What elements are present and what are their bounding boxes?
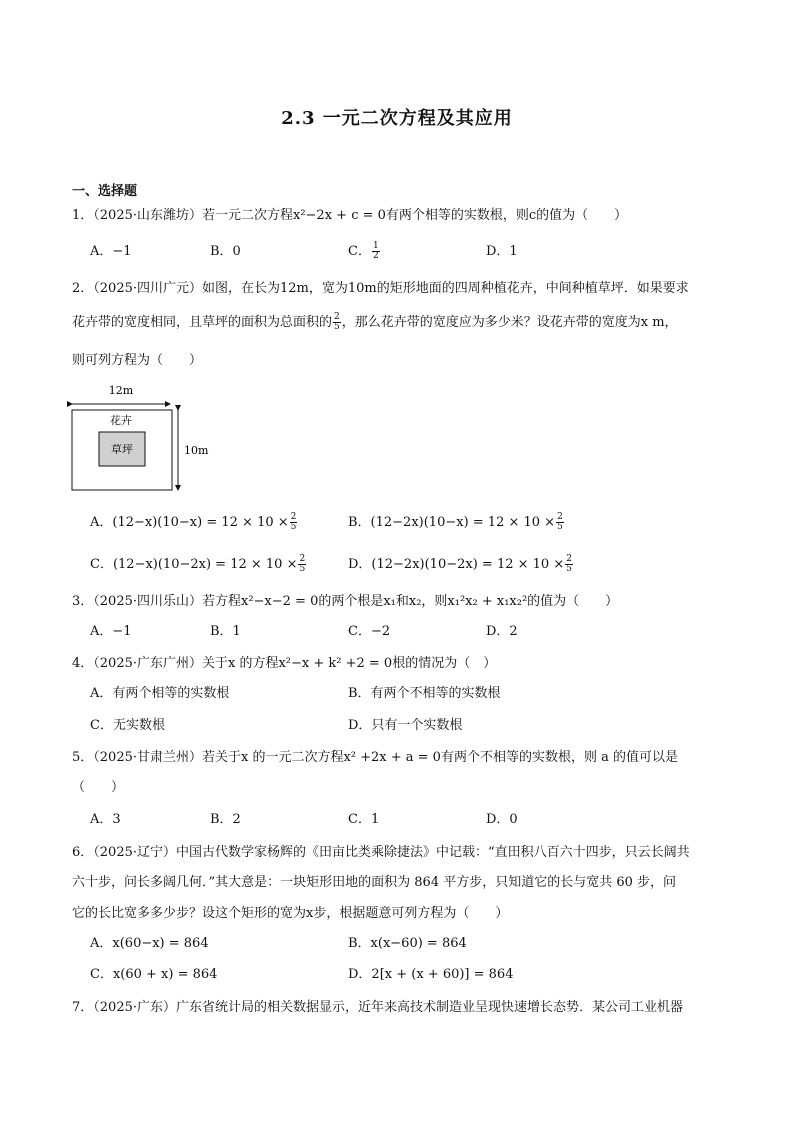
question-7-line-1: 7．（2025·广东）广东省统计局的相关数据显示，近年来高技术制造业呈现快速增长态势．某公司工业机器 xyxy=(72,1000,683,1015)
q1-option-c-label: C． xyxy=(348,244,371,259)
q2-option-a-text: A．(12−x)(10−x) = 12 × 10 × xyxy=(90,515,289,530)
fraction-two-fifths xyxy=(290,513,298,532)
q1-prefix: 1．（2025·山东潍坊）若一元二次方程 xyxy=(72,208,293,223)
question-1 xyxy=(72,206,627,226)
fraction-denominator: 5 xyxy=(566,564,572,574)
q1-equation: x²−2x + c = 0 xyxy=(293,208,386,223)
question-2-line-3: 则可列方程为（ ） xyxy=(72,353,203,368)
q2-option-c-text: C．(12−x)(10−2x) = 12 × 10 × xyxy=(90,557,298,572)
q3-option-d: D．2 xyxy=(486,624,518,639)
q3-option-b: B．1 xyxy=(210,624,241,639)
q6-option-d: D．2[x + (x + 60)] = 864 xyxy=(348,967,514,982)
q2-line-2-suffix: ，那么花卉带的宽度应为多少米？设花卉带的宽度为x m， xyxy=(341,315,678,330)
section-heading: 一、选择题 xyxy=(72,184,138,199)
question-4: 4．（2025·广东广州）关于x 的方程x²−x + k² +2 = 0根的情况为（ ） xyxy=(72,656,497,671)
fraction-one-half xyxy=(372,242,380,261)
question-6-line-2: 六十步，问长多阔几何．”其大意是：一块矩形田地的面积为 864 平方步，只知道它的长与宽共 60 步，问 xyxy=(72,875,677,890)
fraction-denominator: 2 xyxy=(372,251,379,261)
fraction-two-fifths xyxy=(333,313,341,332)
fraction-two-fifths xyxy=(556,513,564,532)
fraction-numerator: 2 xyxy=(557,512,563,522)
q6-option-b: B．x(x−60) = 864 xyxy=(348,936,467,951)
q5-option-b: B．2 xyxy=(210,812,241,827)
q1-option-a: A．−1 xyxy=(90,244,132,259)
q2-option-c xyxy=(90,555,307,575)
width-label: 12m xyxy=(108,384,134,397)
q1-option-c xyxy=(348,242,381,262)
q5-option-d: D．0 xyxy=(486,812,518,827)
figure-svg xyxy=(66,380,246,500)
q6-option-a: A．x(60−x) = 864 xyxy=(90,936,209,951)
fraction-numerator: 2 xyxy=(299,554,306,564)
fraction-numerator: 2 xyxy=(290,512,297,522)
q1-option-d: D．1 xyxy=(486,244,518,259)
question-6-line-1: 6．（2025·辽宁）中国古代数学家杨辉的《田亩比类乘除捷法》中记载：“直田积八百六十四步，只云长阔共 xyxy=(72,845,690,860)
height-label: 10m xyxy=(184,444,209,457)
q2-option-b xyxy=(348,513,565,533)
fraction-denominator: 5 xyxy=(557,522,563,532)
q4-option-c: C．无实数根 xyxy=(90,718,165,733)
outer-label: 花卉 xyxy=(110,414,132,427)
fraction-denominator: 5 xyxy=(290,522,297,532)
page-title: 2.3 一元二次方程及其应用 xyxy=(281,108,513,129)
fraction-numerator: 2 xyxy=(334,312,340,322)
q3-option-a: A．−1 xyxy=(90,624,132,639)
fraction-numerator: 2 xyxy=(566,554,572,564)
fraction-numerator: 1 xyxy=(372,241,379,251)
fraction-two-fifths xyxy=(565,555,573,574)
rectangle-figure xyxy=(66,380,246,504)
q1-suffix: 有两个相等的实数根，则c的值为（ ） xyxy=(385,208,628,223)
q4-option-a: A．有两个相等的实数根 xyxy=(90,686,230,701)
fraction-denominator: 5 xyxy=(299,564,306,574)
q3-option-c: C．−2 xyxy=(348,624,391,639)
q4-option-d: D．只有一个实数根 xyxy=(348,718,463,733)
question-5: 5．（2025·甘肃兰州）若关于x 的一元二次方程x² +2x + a = 0有两个不相等的实数根，则 a 的值可以是 xyxy=(72,750,678,765)
q2-option-d-text: D．(12−2x)(10−2x) = 12 × 10 × xyxy=(348,557,565,572)
fraction-denominator: 5 xyxy=(334,322,340,332)
q5-option-c: C．1 xyxy=(348,812,380,827)
q2-line-2-prefix: 花卉带的宽度相同，且草坪的面积为总面积的 xyxy=(72,315,333,330)
question-2-line-1: 2．（2025·四川广元）如图，在长为12m，宽为10m的矩形地面的四周种植花卉，中间种植草坪．如果要求 xyxy=(72,281,689,296)
question-5-paren: （ ） xyxy=(72,780,125,795)
fraction-two-fifths xyxy=(298,555,306,574)
inner-label: 草坪 xyxy=(111,443,133,456)
question-2-line-2 xyxy=(72,313,678,333)
q6-option-c: C．x(60 + x) = 864 xyxy=(90,967,218,982)
q2-option-a xyxy=(90,513,298,533)
question-6-line-3: 它的长比宽多多少步？设这个矩形的宽为x步，根据题意可列方程为（ ） xyxy=(72,906,509,921)
q1-option-b: B．0 xyxy=(210,244,241,259)
question-3: 3．（2025·四川乐山）若方程x²−x−2 = 0的两个根是x₁和x₂，则x₁²x₂ + x₁x₂²的值为（ ） xyxy=(72,594,619,609)
q2-option-d xyxy=(348,555,574,575)
q5-option-a: A．3 xyxy=(90,812,121,827)
q4-option-b: B．有两个不相等的实数根 xyxy=(348,686,501,701)
q2-option-b-text: B．(12−2x)(10−x) = 12 × 10 × xyxy=(348,515,556,530)
